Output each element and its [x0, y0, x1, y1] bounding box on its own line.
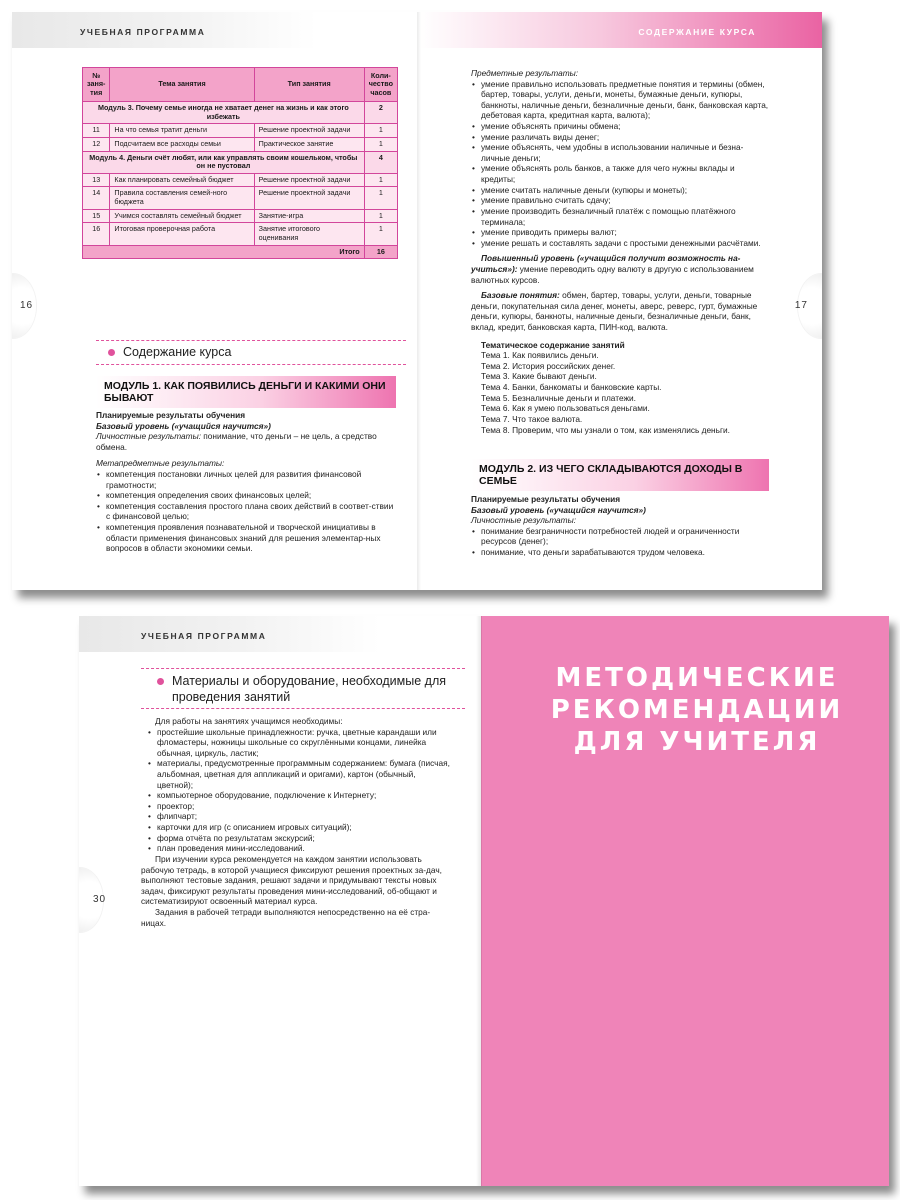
hours-cell: 1 — [364, 124, 397, 138]
hours-cell: 1 — [364, 137, 397, 151]
page-number: 17 — [794, 300, 808, 311]
list-item: • флипчарт; — [147, 811, 451, 822]
section-heading-text: Материалы и оборудование, необходимые для проведения занятий — [172, 674, 447, 704]
list-item: • умение считать наличные деньги (купюры и монеты); — [471, 185, 769, 196]
table-row — [83, 223, 398, 245]
list-item: • умение различать виды денег; — [471, 132, 769, 143]
list-item: • умение объяснять роль банков, а также для чего нужны вклады и кредиты; — [471, 163, 769, 184]
module-2-body — [471, 494, 769, 558]
page-number: 30 — [93, 894, 107, 905]
table-row — [83, 209, 398, 223]
type-cell: Занятие итогового оценивания — [254, 223, 364, 245]
section-divider-top — [141, 668, 465, 669]
hours-cell: 4 — [364, 151, 397, 173]
section-divider-top — [96, 340, 406, 341]
list-item: • компетенция проявления познавательной и творческой инициативы в области применения финансовых знаний для решения элементар-ных вопросов в области экономики семьи. — [96, 522, 396, 554]
hours-cell: 1 — [364, 223, 397, 245]
page-header-left — [12, 12, 419, 48]
topic-cell: На что семья тратит деньги — [110, 124, 254, 138]
hours-cell: 1 — [364, 209, 397, 223]
topic-item: Тема 5. Безналичные деньги и платежи. — [481, 392, 636, 403]
page-31-title — [481, 616, 889, 1186]
header-stripe — [419, 12, 822, 48]
materials-intro: Для работы на занятиях учащимся необходимы: — [155, 716, 343, 726]
page-17-body — [471, 68, 769, 435]
workbook-tasks-paragraph: Задания в рабочей тетради выполняются непосредственно на её стра-ницах. — [141, 906, 431, 928]
personal-results-list — [471, 526, 769, 558]
meta-results-list — [96, 469, 396, 554]
materials-list — [141, 727, 451, 854]
topic-item: Тема 4. Банки, банкоматы и банковские карты. — [481, 382, 662, 393]
number-cell: 16 — [83, 223, 110, 245]
header-stripe — [79, 616, 481, 652]
topic-item: Тема 1. Как появились деньги. — [481, 350, 599, 361]
page-30 — [79, 616, 481, 1186]
type-cell: Решение проектной задачи — [254, 124, 364, 138]
advanced-level-label: Повышенный уровень («учащийся получит возможность на-учиться»): — [471, 253, 741, 274]
running-header: СОДЕРЖАНИЕ КУРСА — [638, 27, 756, 37]
hours-cell: 2 — [364, 102, 397, 124]
table-row — [83, 187, 398, 209]
advanced-level — [471, 253, 769, 285]
section-divider-bottom — [96, 364, 406, 365]
list-item: • умение приводить примеры валют; — [471, 227, 769, 238]
spread-pages-16-17 — [12, 12, 822, 590]
module-2-heading: МОДУЛЬ 2. ИЗ ЧЕГО СКЛАДЫВАЮТСЯ ДОХОДЫ В СЕМЬЕ — [471, 459, 769, 491]
list-item: • умение объяснять, чем удобны в использовании наличные и безна-личные деньги; — [471, 142, 769, 163]
list-item: • материалы, предусмотренные программным содержанием: бумага (писчая, альбомная, цветная для аппликаций и оригами), картон (обычный, цветной); — [147, 758, 451, 790]
list-item: • компетенция определения своих финансовых целей; — [96, 490, 396, 501]
pink-bullet-icon — [157, 678, 164, 685]
topic-item: Тема 7. Что такое валюта. — [481, 413, 583, 424]
workbook-paragraph: При изучении курса рекомендуется на каждом занятии использовать рабочую тетрадь, в которой учащиеся фиксируют решения проектных за-дач, выполняют тестовые задания, решают задачи и придумывают тексты новых задач, фиксируют результаты проведения мини-исследований, об-общают и систематизируют освоенный материал курса. — [141, 853, 442, 907]
number-cell: 15 — [83, 209, 110, 223]
number-cell: 14 — [83, 187, 110, 209]
list-item: • понимание безграничности потребностей людей и ограниченности ресурсов (денег); — [471, 526, 769, 547]
lessons-table — [82, 67, 398, 259]
meta-results-label: Метапредметные результаты: — [96, 458, 225, 469]
table-row — [83, 124, 398, 138]
personal-results — [96, 431, 396, 452]
spine-shadow — [476, 616, 482, 1186]
topic-cell: Подсчитаем все расходы семьи — [110, 137, 254, 151]
thematic-content-heading: Тематическое содержание занятий — [481, 339, 625, 350]
personal-results-label: Личностные результаты: — [96, 431, 201, 442]
pink-bullet-icon — [108, 349, 115, 356]
spine-shadow — [417, 12, 421, 590]
personal-results-text: понимание, что деньги – не цель, а средство обмена. — [96, 431, 377, 452]
basic-terms-text: обмен, бартер, товары, услуги, деньги, товарные деньги, покупательная сила денег, монеты, аверс, реверс, гурт, бумажные деньги, купюры, банкноты, наличные деньги, безналичные деньги, банк, вклад, кредит, банковская карта, ПИН-код, валюта. — [471, 290, 758, 333]
number-cell: 12 — [83, 137, 110, 151]
list-item: • компетенция постановки личных целей для развития финансовой грамотности; — [96, 469, 396, 490]
list-item: • простейшие школьные принадлежности: ручка, цветные карандаши или фломастеры, ножницы школьные со скруглёнными концами, линейка обычная, циркуль, ластик; — [147, 727, 451, 759]
basic-level-heading: Базовый уровень («учащийся научится») — [471, 504, 646, 515]
subject-results-label: Предметные результаты: — [471, 68, 579, 78]
page-header-right — [419, 12, 822, 48]
module-1-body — [96, 410, 396, 554]
topic-cell: Учимся составлять семейный бюджет — [110, 209, 254, 223]
col-header-number: № заня-тия — [83, 68, 110, 102]
page-header-left — [79, 616, 481, 652]
col-header-hours: Коли-чество часов — [364, 68, 397, 102]
section-divider-bottom — [141, 708, 465, 709]
section-heading — [108, 345, 231, 359]
materials-body — [141, 716, 451, 928]
list-item: • компьютерное оборудование, подключение к Интернету; — [147, 790, 451, 801]
list-item: • умение объяснять причины обмена; — [471, 121, 769, 132]
planned-results-heading: Планируемые результаты обучения — [96, 410, 246, 420]
number-cell: 13 — [83, 173, 110, 187]
list-item: • компетенция составления простого плана своих действий в соответ-ствии с финансовой целью; — [96, 501, 396, 522]
topic-cell: Итоговая проверочная работа — [110, 223, 254, 245]
list-item: • умение правильно использовать предметные понятия и термины (обмен, бартер, товары, услуги, деньги, монеты, бумажные деньги, купюры, банкноты, наличные деньги, безналичные деньги, банк, банковская карта, дебетовая карта, кредитная карта, валюта); — [471, 79, 769, 121]
number-cell: 11 — [83, 124, 110, 138]
list-item: • понимание, что деньги зарабатываются трудом человека. — [471, 547, 769, 558]
type-cell: Занятие-игра — [254, 209, 364, 223]
running-header: УЧЕБНАЯ ПРОГРАММА — [80, 27, 206, 37]
list-item: • умение решать и составлять задачи с простыми денежными расчётами. — [471, 238, 769, 249]
title-line: МЕТОДИЧЕСКИЕ — [555, 663, 839, 693]
header-stripe — [12, 12, 419, 48]
type-cell: Решение проектной задачи — [254, 173, 364, 187]
subject-results-list — [471, 79, 769, 249]
list-item: • план проведения мини-исследований. — [147, 843, 451, 854]
col-header-type: Тип занятия — [254, 68, 364, 102]
topic-item: Тема 3. Какие бывают деньги. — [481, 371, 597, 382]
topic-cell: Правила составления семей-ного бюджета — [110, 187, 254, 209]
table-module-row — [83, 102, 398, 124]
module-title-cell: Модуль 3. Почему семье иногда не хватает денег на жизнь и как этого избежать — [83, 102, 365, 124]
section-title-banner — [517, 662, 877, 759]
list-item: • умение правильно считать сдачу; — [471, 195, 769, 206]
page-number: 16 — [20, 300, 34, 311]
topic-item: Тема 6. Как я умею пользоваться деньгами. — [481, 403, 650, 414]
table-row — [83, 173, 398, 187]
title-line: РЕКОМЕНДАЦИИ — [550, 695, 844, 726]
basic-terms-label: Базовые понятия: — [481, 290, 560, 301]
table-row — [83, 137, 398, 151]
total-hours: 16 — [364, 245, 397, 259]
topic-item: Тема 8. Проверим, что мы узнали о том, как изменялись деньги. — [481, 424, 730, 435]
type-cell: Решение проектной задачи — [254, 187, 364, 209]
list-item: • умение производить безналичный платёж с помощью платёжного терминала; — [471, 206, 769, 227]
section-heading — [157, 674, 457, 705]
topic-item: Тема 2. История российских денег. — [481, 360, 616, 371]
basic-terms — [471, 290, 769, 332]
personal-results-label: Личностные результаты: — [471, 515, 576, 526]
col-header-topic: Тема занятия — [110, 68, 254, 102]
module-title-cell: Модуль 4. Деньги счёт любят, или как управлять своим кошельком, чтобы он не пустовал — [83, 151, 365, 173]
total-label: Итого — [83, 245, 365, 259]
advanced-level-text: умение переводить одну валюту в другую с использованием валютных курсов. — [471, 263, 754, 285]
type-cell: Практическое занятие — [254, 137, 364, 151]
list-item: • проектор; — [147, 801, 451, 812]
table-total-row — [83, 245, 398, 259]
table-module-row — [83, 151, 398, 173]
section-heading-text: Содержание курса — [123, 345, 232, 359]
list-item: • форма отчёта по результатам экскурсий; — [147, 833, 451, 844]
topic-cell: Как планировать семейный бюджет — [110, 173, 254, 187]
topics-list — [471, 350, 769, 435]
basic-level-heading: Базовый уровень («учащийся научится») — [96, 420, 271, 431]
hours-cell: 1 — [364, 173, 397, 187]
planned-results-heading: Планируемые результаты обучения — [471, 494, 621, 504]
spread-pages-30-31 — [79, 616, 889, 1186]
page-16 — [12, 12, 419, 590]
title-line: ДЛЯ УЧИТЕЛЯ — [573, 727, 821, 758]
table-header-row — [83, 68, 398, 102]
running-header: УЧЕБНАЯ ПРОГРАММА — [141, 631, 267, 641]
page-17 — [419, 12, 822, 590]
module-1-heading: МОДУЛЬ 1. КАК ПОЯВИЛИСЬ ДЕНЬГИ И КАКИМИ ОНИ БЫВАЮТ — [96, 376, 396, 408]
hours-cell: 1 — [364, 187, 397, 209]
list-item: • карточки для игр (с описанием игровых ситуаций); — [147, 822, 451, 833]
